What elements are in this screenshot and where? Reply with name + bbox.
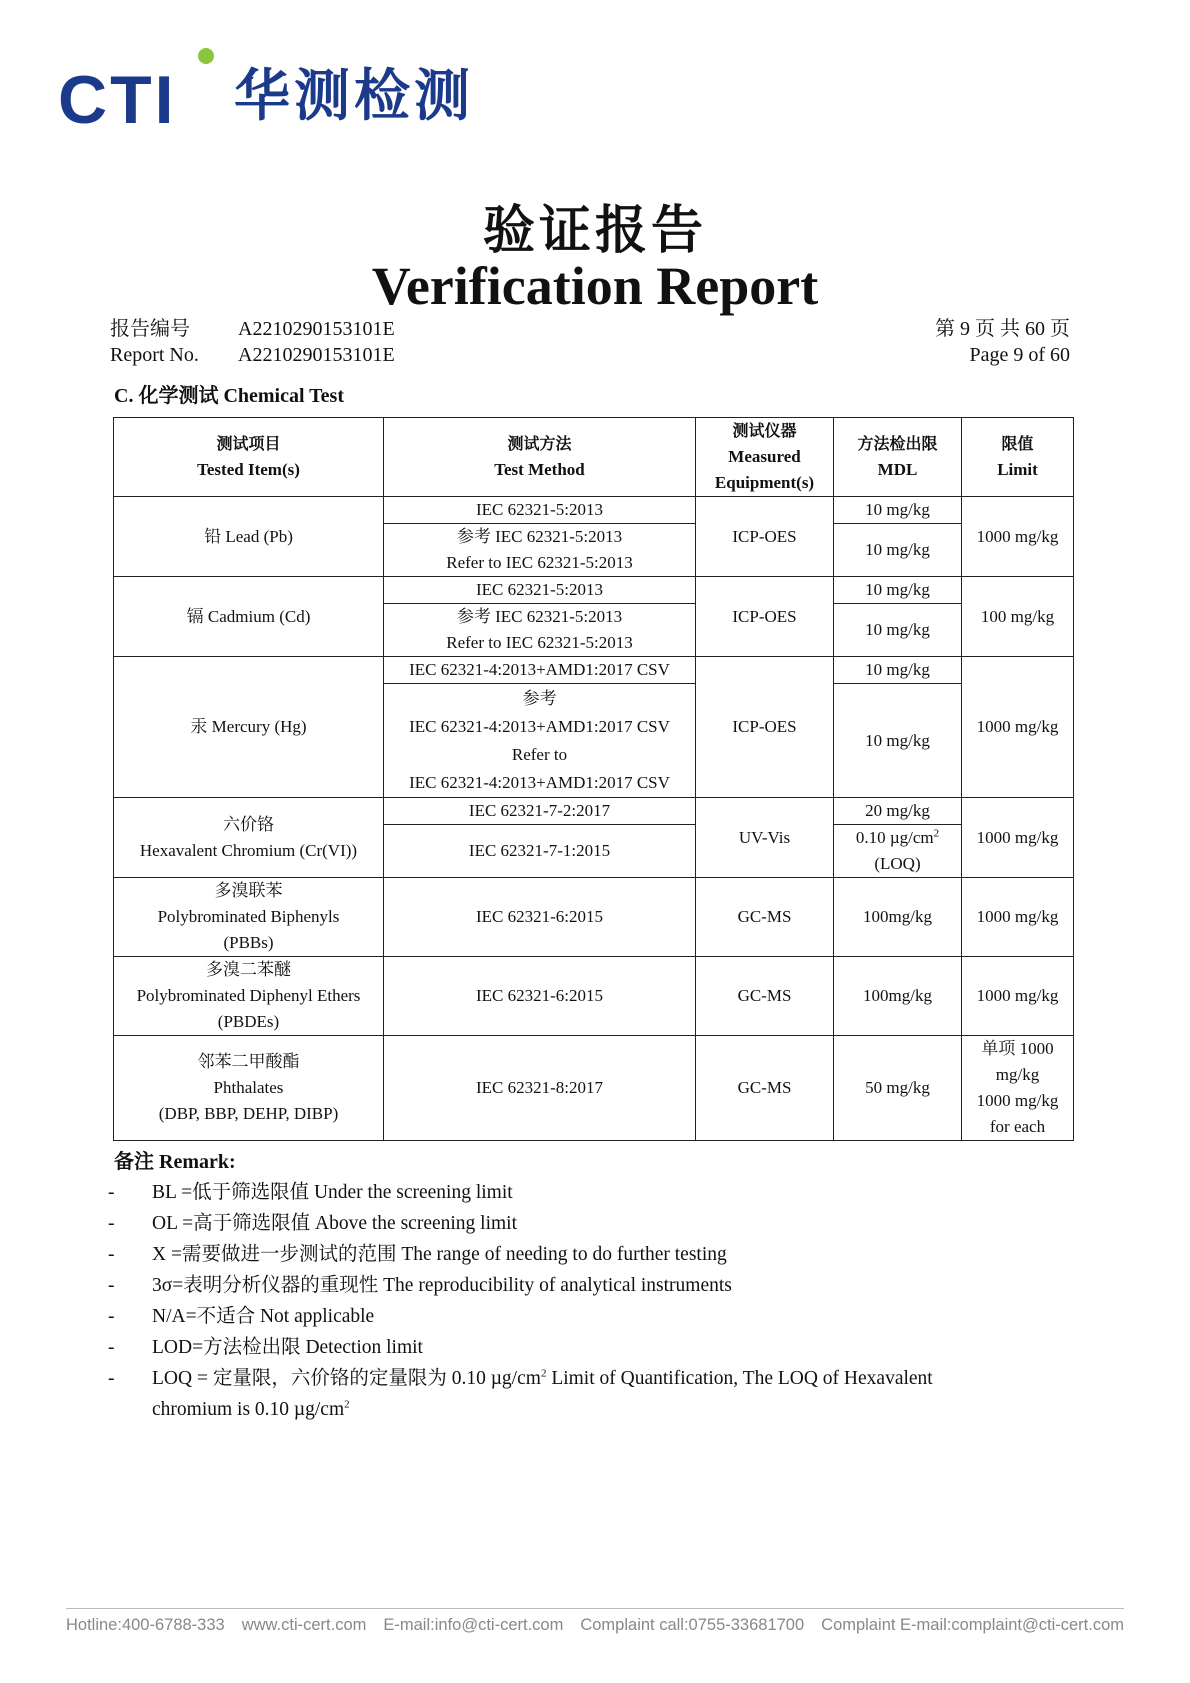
chemical-test-table [113,417,1074,1141]
limit-line: 单项 1000 [981,1039,1054,1058]
cell-equipment: ICP-OES [696,577,834,657]
cell-item-pbde [114,957,384,1036]
remark-dash: - [108,1244,115,1265]
table-row [114,657,1074,684]
page-number-cn: 第 9 页 共 60 页 [935,318,1070,340]
loq-part: Limit of Quantification, The LOQ of Hexavalent [546,1368,933,1389]
remark-text: OL =高于筛选限值 Above the screening limit [152,1213,518,1234]
mdl-value: 0.10 µg/cm [855,828,934,847]
remark-dash: - [108,1275,115,1296]
logo-dot-icon [198,48,214,64]
limit-line: mg/kg [995,1065,1040,1084]
cell-item-chromium [114,798,384,878]
cell-item-mercury: 汞 Mercury (Hg) [114,657,384,798]
remark-item [108,1270,1028,1301]
cell-method: IEC 62321-7-1:2015 [384,825,696,878]
footer-divider [66,1608,1124,1609]
cell-mdl: 100mg/kg [834,878,962,957]
cell-equipment: ICP-OES [696,497,834,577]
cell-mdl: 50 mg/kg [834,1036,962,1141]
cell-limit: 100 mg/kg [962,577,1074,657]
report-no-label-en: Report No. [110,344,199,366]
method-line: 参考 IEC 62321-5:2013 [456,527,623,546]
cell-method: IEC 62321-6:2015 [384,878,696,957]
cell-limit: 1000 mg/kg [962,878,1074,957]
remark-text: 3σ=表明分析仪器的重现性 The reproducibility of analytical instruments [152,1275,732,1296]
cell-limit: 1000 mg/kg [962,657,1074,798]
header-mdl-cn: 方法检出限 [857,434,938,453]
cell-mdl: 100mg/kg [834,957,962,1036]
item-abbr: (DBP, BBP, DEHP, DIBP) [158,1104,339,1123]
cell-mdl: 10 mg/kg [834,524,962,577]
footer-email: E-mail:info@cti-cert.com [383,1616,564,1634]
method-line: Refer to IEC 62321-5:2013 [446,633,633,652]
remark-dash: - [108,1182,115,1203]
cell-mdl [834,825,962,878]
item-en: Polybrominated Biphenyls [157,907,340,926]
table-row [114,497,1074,524]
cell-item-cadmium: 镉 Cadmium (Cd) [114,577,384,657]
header-test-method [384,418,696,497]
method-line: IEC 62321-4:2013+AMD1:2017 CSV [409,772,670,792]
remark-dash: - [108,1213,115,1234]
header-limit-cn: 限值 [1001,434,1034,453]
header-equip-en2: Equipment(s) [714,473,815,492]
remark-dash: - [108,1368,115,1389]
method-line: Refer to IEC 62321-5:2013 [446,553,633,572]
footer-website: www.cti-cert.com [241,1616,367,1634]
footer [66,1616,1124,1635]
item-en: Polybrominated Diphenyl Ethers [136,986,361,1005]
cell-mdl: 10 mg/kg [834,684,962,798]
remark-text: X =需要做进一步测试的范围 The range of needing to do further testing [152,1244,727,1265]
cell-mdl: 10 mg/kg [834,577,962,604]
cell-limit: 1000 mg/kg [962,957,1074,1036]
table-row [114,577,1074,604]
cell-item-phthalates [114,1036,384,1141]
header-item-en: Tested Item(s) [197,460,300,479]
cell-method: IEC 62321-4:2013+AMD1:2017 CSV [384,657,696,684]
item-cn: 六价铬 [223,814,274,834]
remark-item [108,1208,1028,1239]
remark-dash: - [108,1337,115,1358]
remark-title: 备注 Remark: [114,1151,236,1173]
header-item-cn: 测试项目 [216,434,281,453]
report-no-value-cn: A2210290153101E [238,318,395,340]
cell-item-lead: 铅 Lead (Pb) [114,497,384,577]
cell-item-pbb [114,878,384,957]
footer-complaint-email: Complaint E-mail:complaint@cti-cert.com [821,1616,1124,1634]
cell-limit: 1000 mg/kg [962,798,1074,878]
header-equip-cn: 测试仪器 [732,421,797,440]
cell-mdl: 10 mg/kg [834,604,962,657]
header-equipment [696,418,834,497]
cell-equipment: GC-MS [696,878,834,957]
cell-method [384,604,696,657]
report-no-value-en: A2210290153101E [238,344,395,366]
footer-hotline: Hotline:400-6788-333 [66,1616,225,1634]
title-en: Verification Report [371,256,819,316]
cell-limit: 1000 mg/kg [962,497,1074,577]
remark-item [108,1239,1028,1270]
remark-text: BL =低于筛选限值 Under the screening limit [152,1182,513,1203]
logo-brand: CTI [58,62,177,138]
item-en: Phthalates [213,1078,284,1097]
item-abbr: (PBDEs) [217,1012,280,1031]
table-row [114,798,1074,825]
remark-item [108,1332,1028,1363]
method-line: 参考 IEC 62321-5:2013 [456,607,623,626]
cell-mdl: 20 mg/kg [834,798,962,825]
table-row [114,957,1074,1036]
mdl-line [838,825,957,851]
company-logo [58,48,498,138]
header-limit [962,418,1074,497]
remark-text: LOD=方法检出限 Detection limit [152,1337,423,1358]
header-limit-en: Limit [997,460,1038,479]
cell-limit [962,1036,1074,1141]
cell-method: IEC 62321-8:2017 [384,1036,696,1141]
cell-method [384,524,696,577]
limit-line: for each [989,1117,1046,1136]
method-line: IEC 62321-4:2013+AMD1:2017 CSV [409,716,670,736]
cell-equipment: ICP-OES [696,657,834,798]
header-method-cn: 测试方法 [507,434,572,453]
item-cn: 多溴联苯 [214,881,283,900]
cell-equipment: GC-MS [696,957,834,1036]
cell-method: IEC 62321-5:2013 [384,497,696,524]
header-equip-en1: Measured [728,447,801,466]
superscript: 2 [933,827,940,840]
method-line: 参考 [522,688,557,708]
superscript: 2 [344,1398,350,1411]
table-row [114,878,1074,957]
item-cn: 多溴二苯醚 [206,960,291,979]
remark-text: N/A=不适合 Not applicable [152,1306,375,1327]
table-header-row [114,418,1074,497]
table-row [114,1036,1074,1141]
header-method-en: Test Method [494,460,585,479]
report-no-label-cn: 报告编号 [110,318,190,340]
mdl-line: (LOQ) [874,854,921,873]
header-mdl-en: MDL [877,460,918,479]
remark-item [108,1301,1028,1332]
section-title: C. 化学测试 Chemical Test [114,385,344,407]
logo-brand-cn: 华测检测 [234,64,474,129]
header-mdl [834,418,962,497]
remark-item [108,1177,1028,1208]
loq-part: LOQ = 定量限，六价铬的定量限为 0.10 µg/cm [152,1368,541,1389]
title-cn: 验证报告 [482,200,707,261]
limit-line: 1000 mg/kg [976,1091,1059,1110]
superscript: 2 [540,1367,547,1380]
cell-method: IEC 62321-5:2013 [384,577,696,604]
cell-method: IEC 62321-6:2015 [384,957,696,1036]
cell-equipment: GC-MS [696,1036,834,1141]
item-cn: 邻苯二甲酸酯 [197,1052,300,1071]
item-abbr: (PBBs) [223,933,274,952]
remark-text [152,1363,1028,1425]
cell-method: IEC 62321-7-2:2017 [384,798,696,825]
remark-item-loq [108,1363,1028,1425]
remark-dash: - [108,1306,115,1327]
cell-mdl: 10 mg/kg [834,497,962,524]
page-number-en: Page 9 of 60 [969,344,1070,366]
cell-equipment: UV-Vis [696,798,834,878]
method-line: Refer to [511,744,568,764]
remark-list [108,1177,1028,1425]
header-tested-item [114,418,384,497]
cell-mdl: 10 mg/kg [834,657,962,684]
item-en: Hexavalent Chromium (Cr(VI)) [139,840,358,860]
cell-method [384,684,696,798]
loq-part: chromium is 0.10 µg/cm [152,1399,345,1420]
footer-complaint-call: Complaint call:0755-33681700 [580,1616,805,1634]
